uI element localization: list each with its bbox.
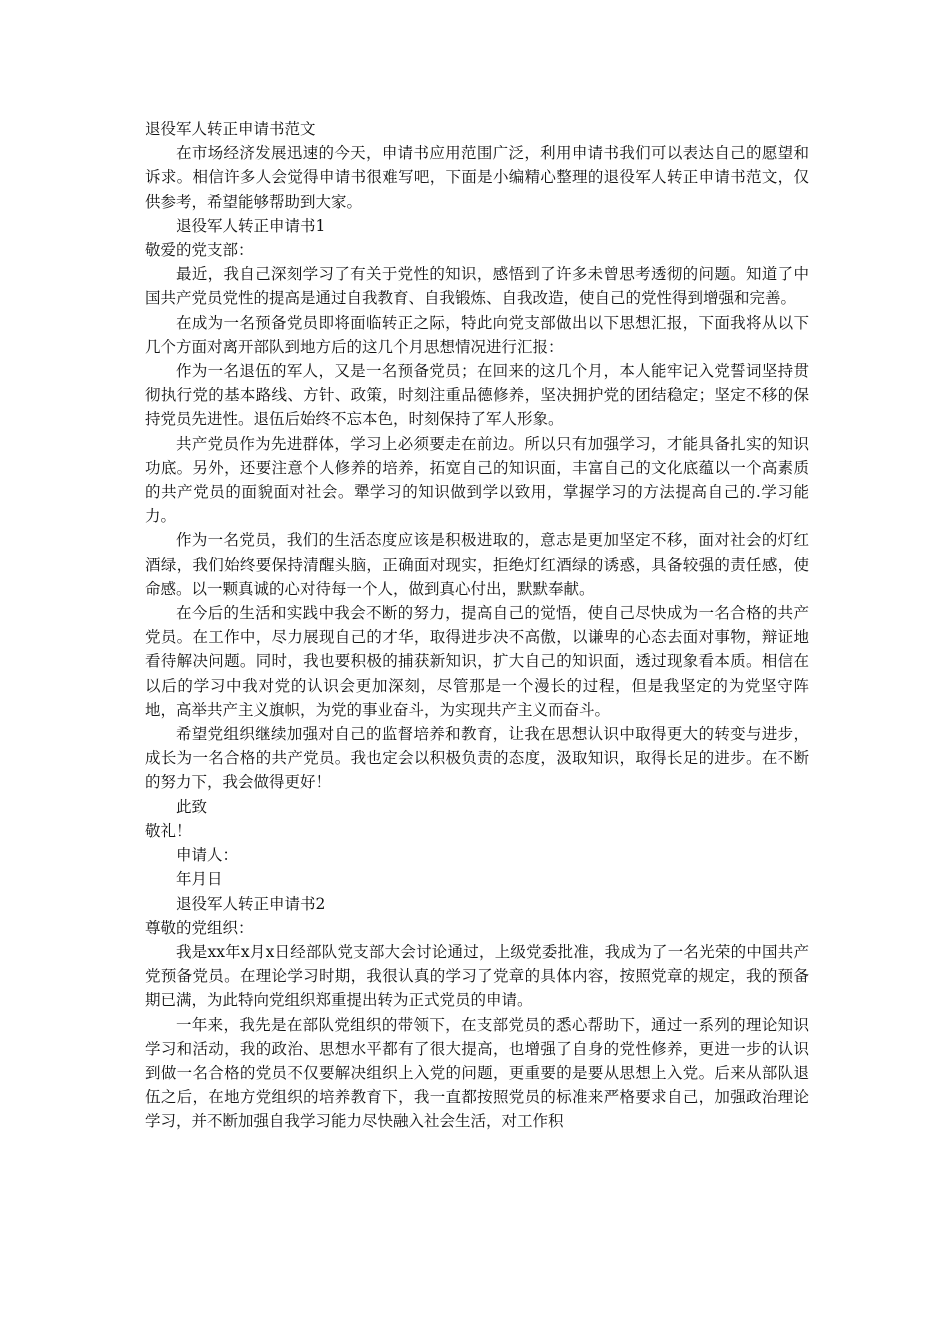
letter1-paragraph: 希望党组织继续加强对自己的监督培养和教育，让我在思想认识中取得更大的转变与进步，成长为一名合格的共产党员。我也定会以积极负责的态度，汲取知识，取得长足的进步。在不断的努力下，我会做得更好！ bbox=[145, 725, 809, 792]
letter1-closing: 此致 bbox=[176, 797, 208, 816]
letter1-paragraph: 最近，我自己深刻学习了有关于党性的知识，感悟到了许多未曾思考透彻的问题。知道了中国共产党员党性的提高是通过自我教育、自我锻炼、自我改造，使自己的党性得到增强和完善。 bbox=[145, 265, 809, 308]
letter1-salutation: 敬爱的党支部： bbox=[145, 241, 254, 260]
letter1-date: 年月日 bbox=[176, 870, 223, 889]
letter1-paragraph: 作为一名党员，我们的生活态度应该是积极进取的，意志是更加坚定不移，面对社会的灯红酒绿，我们始终要保持清醒头脑，正确面对现实，拒绝灯红酒绿的诱惑，具备较强的责任感，使命感。以一颗真诚的心对待每一个人，做到真心付出，默默奉献。 bbox=[145, 531, 809, 598]
document-page bbox=[145, 117, 809, 1134]
letter1-applicant: 申请人： bbox=[176, 846, 239, 865]
intro-paragraph: 在市场经济发展迅速的今天，申请书应用范围广泛，利用申请书我们可以表达自己的愿望和诉求。相信许多人会觉得申请书很难写吧，下面是小编精心整理的退役军人转正申请书范文，仅供参考，希望能够帮助到大家。 bbox=[145, 144, 809, 211]
letter1-paragraph: 作为一名退伍的军人，又是一名预备党员；在回来的这几个月，本人能牢记入党誓词坚持贯彻执行党的基本路线、方针、政策，时刻注重品德修养，坚决拥护党的团结稳定；坚定不移的保持党员先进性。退伍后始终不忘本色，时刻保持了军人形象。 bbox=[145, 362, 809, 429]
letter1-paragraph: 在今后的生活和实践中我会不断的努力，提高自己的觉悟，使自己尽快成为一名合格的共产党员。在工作中，尽力展现自己的才华，取得进步决不高傲，以谦卑的心态去面对事物，辩证地看待解决问题。同时，我也要积极的捕获新知识，扩大自己的知识面，透过现象看本质。相信在以后的学习中我对党的认识会更加深刻，尽管那是一个漫长的过程，但是我坚定的为党坚守阵地，高举共产主义旗帜，为党的事业奋斗，为实现共产主义而奋斗。 bbox=[145, 604, 809, 719]
letter1-paragraph: 在成为一名预备党员即将面临转正之际，特此向党支部做出以下思想汇报，下面我将从以下几个方面对离开部队到地方后的这几个月思想情况进行汇报： bbox=[145, 313, 809, 356]
letter2-heading: 退役军人转正申请书2 bbox=[176, 894, 326, 913]
letter2-paragraph: 我是xx年x月x日经部队党支部大会讨论通过，上级党委批准，我成为了一名光荣的中国共产党预备党员。在理论学习时期，我很认真的学习了党章的具体内容，按照党章的规定，我的预备期已满，为此特向党组织郑重提出转为正式党员的申请。 bbox=[145, 942, 809, 1010]
letter1-heading: 退役军人转正申请书1 bbox=[176, 216, 326, 235]
document-title: 退役军人转正申请书范文 bbox=[145, 120, 316, 138]
letter1-paragraph: 共产党员作为先进群体，学习上必须要走在前边。所以只有加强学习，才能具备扎实的知识功底。另外，还要注意个人修养的培养，拓宽自己的知识面，丰富自己的文化底蕴以一个高素质的共产党员的面貌面对社会。犟学习的知识做到学以致用，掌握学习的方法提高自己的.学习能力。 bbox=[145, 434, 809, 526]
letter1-salute: 敬礼！ bbox=[145, 821, 192, 840]
letter2-salutation: 尊敬的党组织： bbox=[145, 918, 254, 937]
letter2-paragraph: 一年来，我先是在部队党组织的带领下，在支部党员的悉心帮助下，通过一系列的理论知识学习和活动，我的政治、思想水平都有了很大提高，也增强了自身的党性修养，更进一步的认识到做一名合格的党员不仅要解决组织上入党的问题，更重要的是要从思想上入党。后来从部队退伍之后，在地方党组织的培养教育下，我一直都按照党员的标准来严格要求自己，加强政治理论学习，并不断加强自我学习能力尽快融入社会生活，对工作积 bbox=[145, 1015, 809, 1131]
